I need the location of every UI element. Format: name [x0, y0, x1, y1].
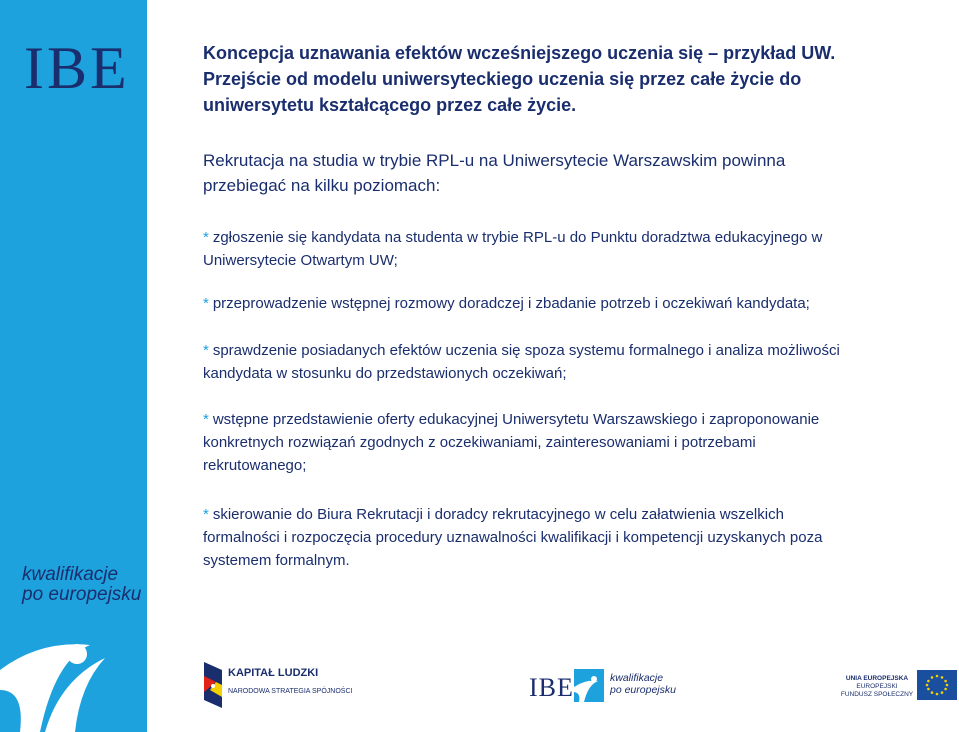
eu-line-3: FUNDUSZ SPOŁECZNY — [840, 691, 914, 698]
tagline-line-2: po europejsku — [22, 584, 142, 605]
eu-line-1: UNIA EUROPEJSKA — [845, 675, 909, 682]
bullet-line: skierowanie do Biura Rekrutacji i doradcy rekrutacyjnego w celu załatwienia wszelkich — [212, 506, 784, 523]
bullet-line: przeprowadzenie wstępnej rozmowy doradczej i zbadanie potrzeb i oczekiwań kandydata; — [212, 295, 810, 312]
bullet-star: * — [203, 342, 209, 359]
bullet-line: zgłoszenie się kandydata na studenta w trybie RPL-u do Punktu doradztwa edukacyjnego w — [212, 229, 823, 246]
page-title — [203, 40, 948, 118]
figure-swoosh-icon — [0, 610, 147, 732]
bullet-line: kandydata w stosunku do przedstawionych oczekiwań; — [203, 365, 567, 382]
lead-line-2: przebiegać na kilku poziomach: — [203, 176, 441, 195]
bullet-line: systemem formalnym. — [203, 552, 350, 569]
bullet-line: formalności i rozpoczęcia procedury uznawalności kwalifikacji i kompetencji uzyskanych poza — [203, 529, 823, 546]
footer-ibe-logo: IBE — [529, 673, 574, 702]
bullet-star: * — [203, 411, 209, 428]
kpe-logo-box — [574, 669, 604, 702]
bullet-item — [203, 292, 943, 315]
bullet-star: * — [203, 506, 209, 523]
sidebar — [0, 0, 147, 732]
bullet-star: * — [203, 295, 209, 312]
eu-line-2: EUROPEJSKI — [856, 683, 898, 690]
title-line-3: uniwersytetu kształcącego przez całe życie. — [203, 95, 577, 115]
kpe-text — [610, 672, 676, 696]
eu-flag-icon — [917, 670, 957, 700]
lead-paragraph — [203, 148, 948, 198]
sidebar-tagline — [22, 565, 147, 605]
bullet-line: konkretnych rozwiązań zgodnych z oczekiwaniami, zainteresowaniami i potrzebami — [203, 434, 756, 451]
bullet-line: rekrutowanego; — [203, 457, 307, 474]
bullet-item — [203, 503, 943, 572]
kapital-ludzki-name: KAPITAŁ LUDZKI — [228, 667, 319, 679]
kpe-line-1: kwalifikacje — [610, 672, 664, 684]
kpe-figure-icon — [574, 669, 604, 702]
lead-line-1: Rekrutacja na studia w trybie RPL-u na Uniwersytecie Warszawskim powinna — [203, 151, 786, 170]
title-line-1: Koncepcja uznawania efektów wcześniejszego uczenia się – przykład UW. — [203, 43, 836, 63]
title-block — [203, 40, 948, 118]
ibe-logo: IBE — [24, 35, 130, 101]
bullet-line: wstępne przedstawienie oferty edukacyjnej Uniwersytetu Warszawskiego i zaproponowanie — [212, 411, 820, 428]
title-line-2: Przejście od modelu uniwersyteckiego uczenia się przez całe życie do — [203, 69, 802, 89]
bullet-item — [203, 408, 943, 477]
kapital-ludzki-emblem-icon — [200, 662, 226, 708]
bullet-star: * — [203, 229, 209, 246]
kpe-line-2: po europejsku — [610, 684, 676, 696]
bullet-item — [203, 339, 943, 385]
bullet-line: sprawdzenie posiadanych efektów uczenia się spoza systemu formalnego i analiza możliwości — [212, 342, 840, 359]
bullet-line: Uniwersytecie Otwartym UW; — [203, 252, 398, 269]
kapital-ludzki-subtitle: NARODOWA STRATEGIA SPÓJNOŚCI — [228, 688, 353, 695]
eu-text — [838, 675, 916, 699]
bullet-item — [203, 226, 943, 272]
tagline-line-1: kwalifikacje — [22, 564, 119, 585]
